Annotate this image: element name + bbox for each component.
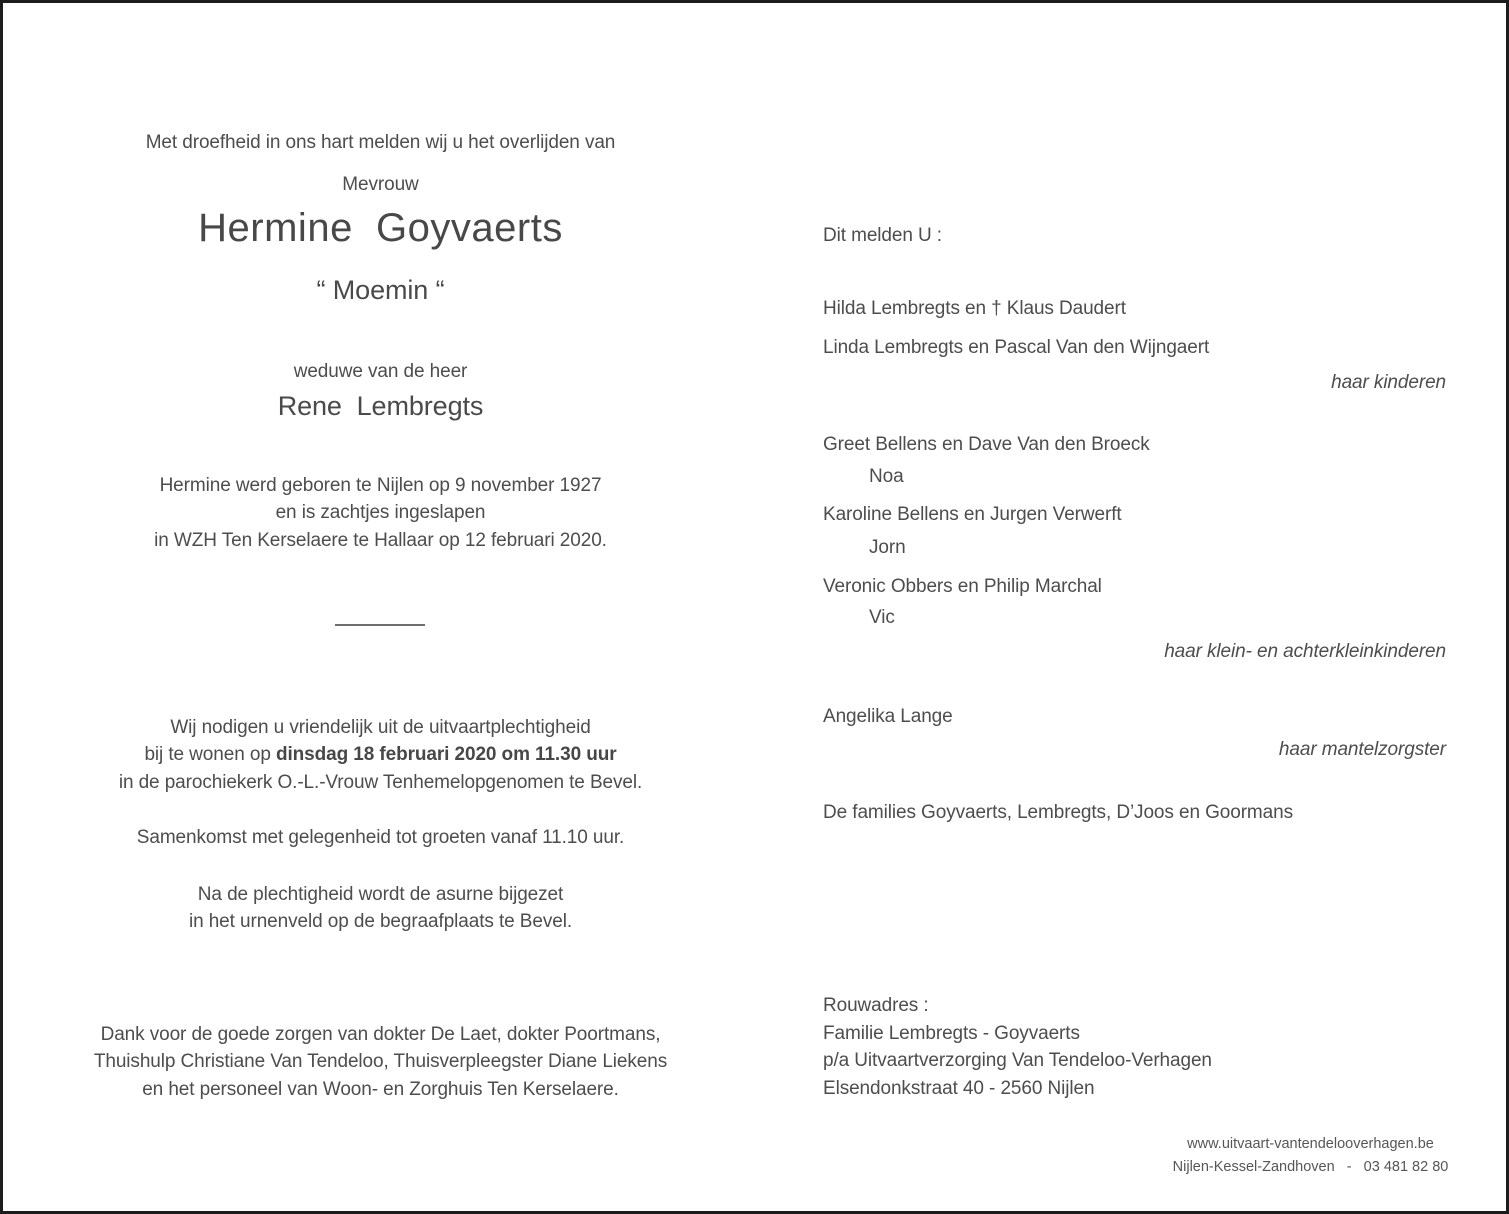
child-couple-1: Hilda Lembregts en † Klaus Daudert <box>823 298 1126 319</box>
urn-line-1: Na de plechtigheid wordt de asurne bijgezet <box>197 884 564 905</box>
mourning-address-family: Familie Lembregts - Goyvaerts <box>823 1022 1080 1044</box>
great-grandchild-3: Vic <box>869 607 895 628</box>
grandchild-couple-3: Veronic Obbers en Philip Marchal <box>823 576 1102 597</box>
undertaker-website: www.uitvaart-vantendelooverhagen.be <box>1187 1136 1434 1152</box>
spouse-name: Rene Lembregts <box>277 391 484 421</box>
intro-line: Met droefheid in ons hart melden wij u het overlijden van <box>145 132 616 153</box>
passed-line: en is zachtjes ingeslapen <box>275 502 486 524</box>
urn-line-2: in het urnenveld op de begraafplaats te Bevel. <box>188 911 573 933</box>
great-grandchild-1: Noa <box>869 466 904 487</box>
caregiver-name: Angelika Lange <box>823 706 953 727</box>
left-column <box>58 3 703 1211</box>
invite-line-1: Wij nodigen u vriendelijk uit de uitvaartplechtigheid <box>170 717 591 738</box>
right-column <box>823 3 1446 1211</box>
undertaker-location-phone: Nijlen-Kessel-Zandhoven - 03 481 82 80 <box>1172 1158 1449 1175</box>
great-grandchild-2: Jorn <box>869 537 906 558</box>
deceased-name: Hermine Goyvaerts <box>198 206 563 250</box>
thanks-line-1: Dank voor de goede zorgen van dokter De Laet, dokter Poortmans, <box>100 1024 661 1045</box>
salutation: Mevrouw <box>342 174 419 195</box>
grandchild-couple-2: Karoline Bellens en Jurgen Verwerft <box>823 504 1122 525</box>
birth-death-block <box>58 472 703 554</box>
gathering-line: Samenkomst met gelegenheid tot groeten vanaf 11.10 uur. <box>136 827 625 848</box>
invite-line-3: in de parochiekerk O.-L.-Vrouw Tenhemelopgenomen te Bevel. <box>118 771 643 793</box>
mourning-address-care-of: p/a Uitvaartverzorging Van Tendeloo-Verhagen <box>823 1050 1212 1072</box>
grandchildren-label: haar klein- en achterkleinkinderen <box>1164 641 1446 662</box>
widow-of-line: weduwe van de heer <box>293 361 468 382</box>
mourning-address-title: Rouwadres : <box>823 995 929 1016</box>
thanks-block <box>58 1021 703 1103</box>
invitation-block <box>58 714 703 796</box>
born-line: Hermine werd geboren te Nijlen op 9 november 1927 <box>159 475 602 496</box>
invite-line-2-prefix: bij te wonen op <box>144 744 276 766</box>
section-divider <box>335 624 425 626</box>
nickname: “ Moemin “ <box>316 275 445 305</box>
children-label: haar kinderen <box>1331 372 1446 393</box>
child-couple-2: Linda Lembregts en Pascal Van den Wijngaert <box>823 337 1210 358</box>
thanks-line-3: en het personeel van Woon- en Zorghuis Ten Kerselaere. <box>142 1078 619 1100</box>
undertaker-footer <box>1098 1133 1509 1178</box>
caregiver-label: haar mantelzorgster <box>1278 739 1446 760</box>
grandchild-couple-1: Greet Bellens en Dave Van den Broeck <box>823 434 1150 455</box>
families-line: De families Goyvaerts, Lembregts, D’Joos en Goormans <box>823 802 1293 823</box>
thanks-line-2: Thuishulp Christiane Van Tendeloo, Thuisverpleegster Diane Liekens <box>93 1051 668 1073</box>
mourning-address-street: Elsendonkstraat 40 - 2560 Nijlen <box>823 1077 1095 1099</box>
passed-place-line: in WZH Ten Kerselaere te Hallaar op 12 februari 2020. <box>154 529 607 551</box>
ceremony-datetime: dinsdag 18 februari 2020 om 11.30 uur <box>275 744 617 766</box>
invite-line-2 <box>58 741 703 768</box>
announce-line: Dit melden U : <box>823 225 942 246</box>
urn-block <box>58 881 703 936</box>
mourning-address-block <box>823 992 1446 1102</box>
